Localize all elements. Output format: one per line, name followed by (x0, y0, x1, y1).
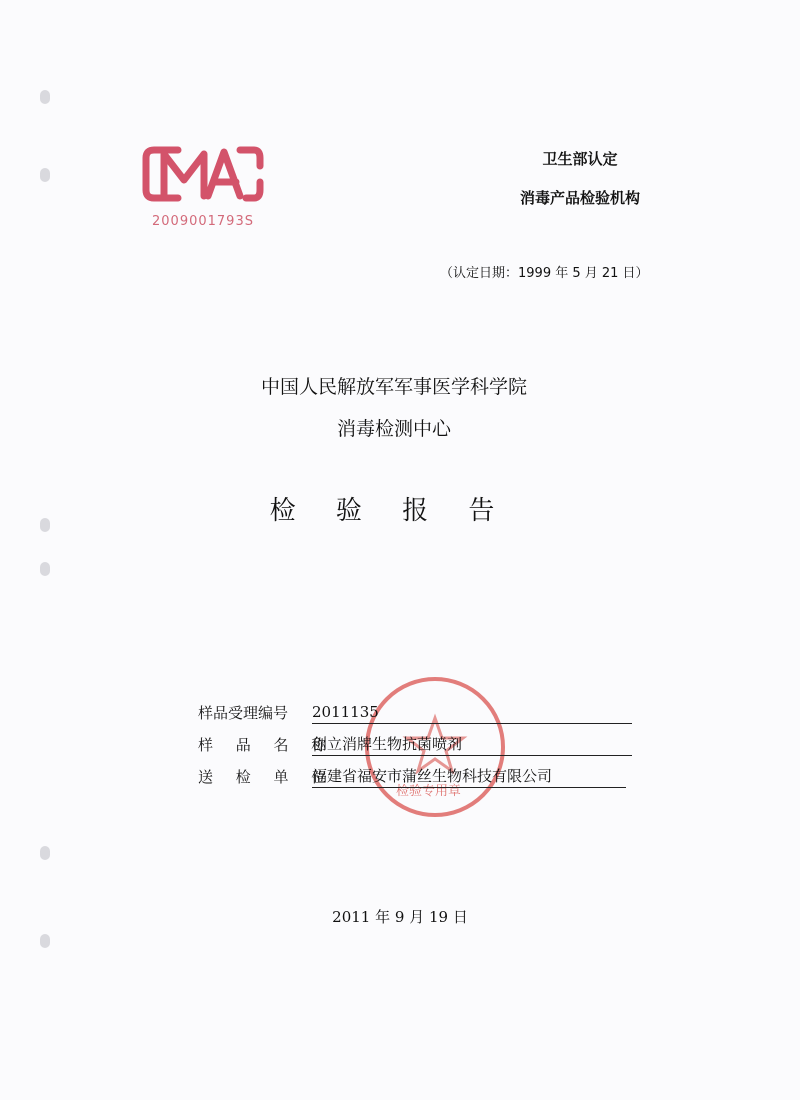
field-value: 2011135 (312, 702, 632, 724)
field-value: 福建省福安市蒲丝生物科技有限公司 (312, 766, 626, 788)
seal-text: 检验专用章 (396, 784, 462, 799)
binding-hole (40, 90, 50, 104)
binding-hole (40, 846, 50, 860)
cma-mark-icon (138, 140, 268, 212)
institution-line1: 中国人民解放军军事医学科学院 (260, 376, 527, 398)
binding-hole (40, 562, 50, 576)
field-label: 送 检 单 位 (198, 768, 336, 786)
authority-line1: 卫生部认定 (542, 150, 618, 168)
authority-line2: 消毒产品检验机构 (519, 189, 640, 207)
authority-block (470, 148, 690, 208)
authority-date: （认定日期：1999 年 5 月 21 日） (440, 266, 649, 281)
field-value: 创立消牌生物抗菌喷剂 (312, 734, 632, 756)
binding-hole (40, 168, 50, 182)
cma-code: 2009001793S (152, 214, 254, 229)
cma-logo (138, 140, 268, 240)
report-date: 2011 年 9 月 19 日 (332, 908, 468, 926)
report-title: 检 验 报 告 (269, 496, 511, 526)
institution-line2: 消毒检测中心 (336, 418, 451, 440)
field-label: 样品受理编号 (198, 704, 289, 722)
field-label: 样 品 名 称 (198, 736, 336, 754)
binding-hole (40, 934, 50, 948)
